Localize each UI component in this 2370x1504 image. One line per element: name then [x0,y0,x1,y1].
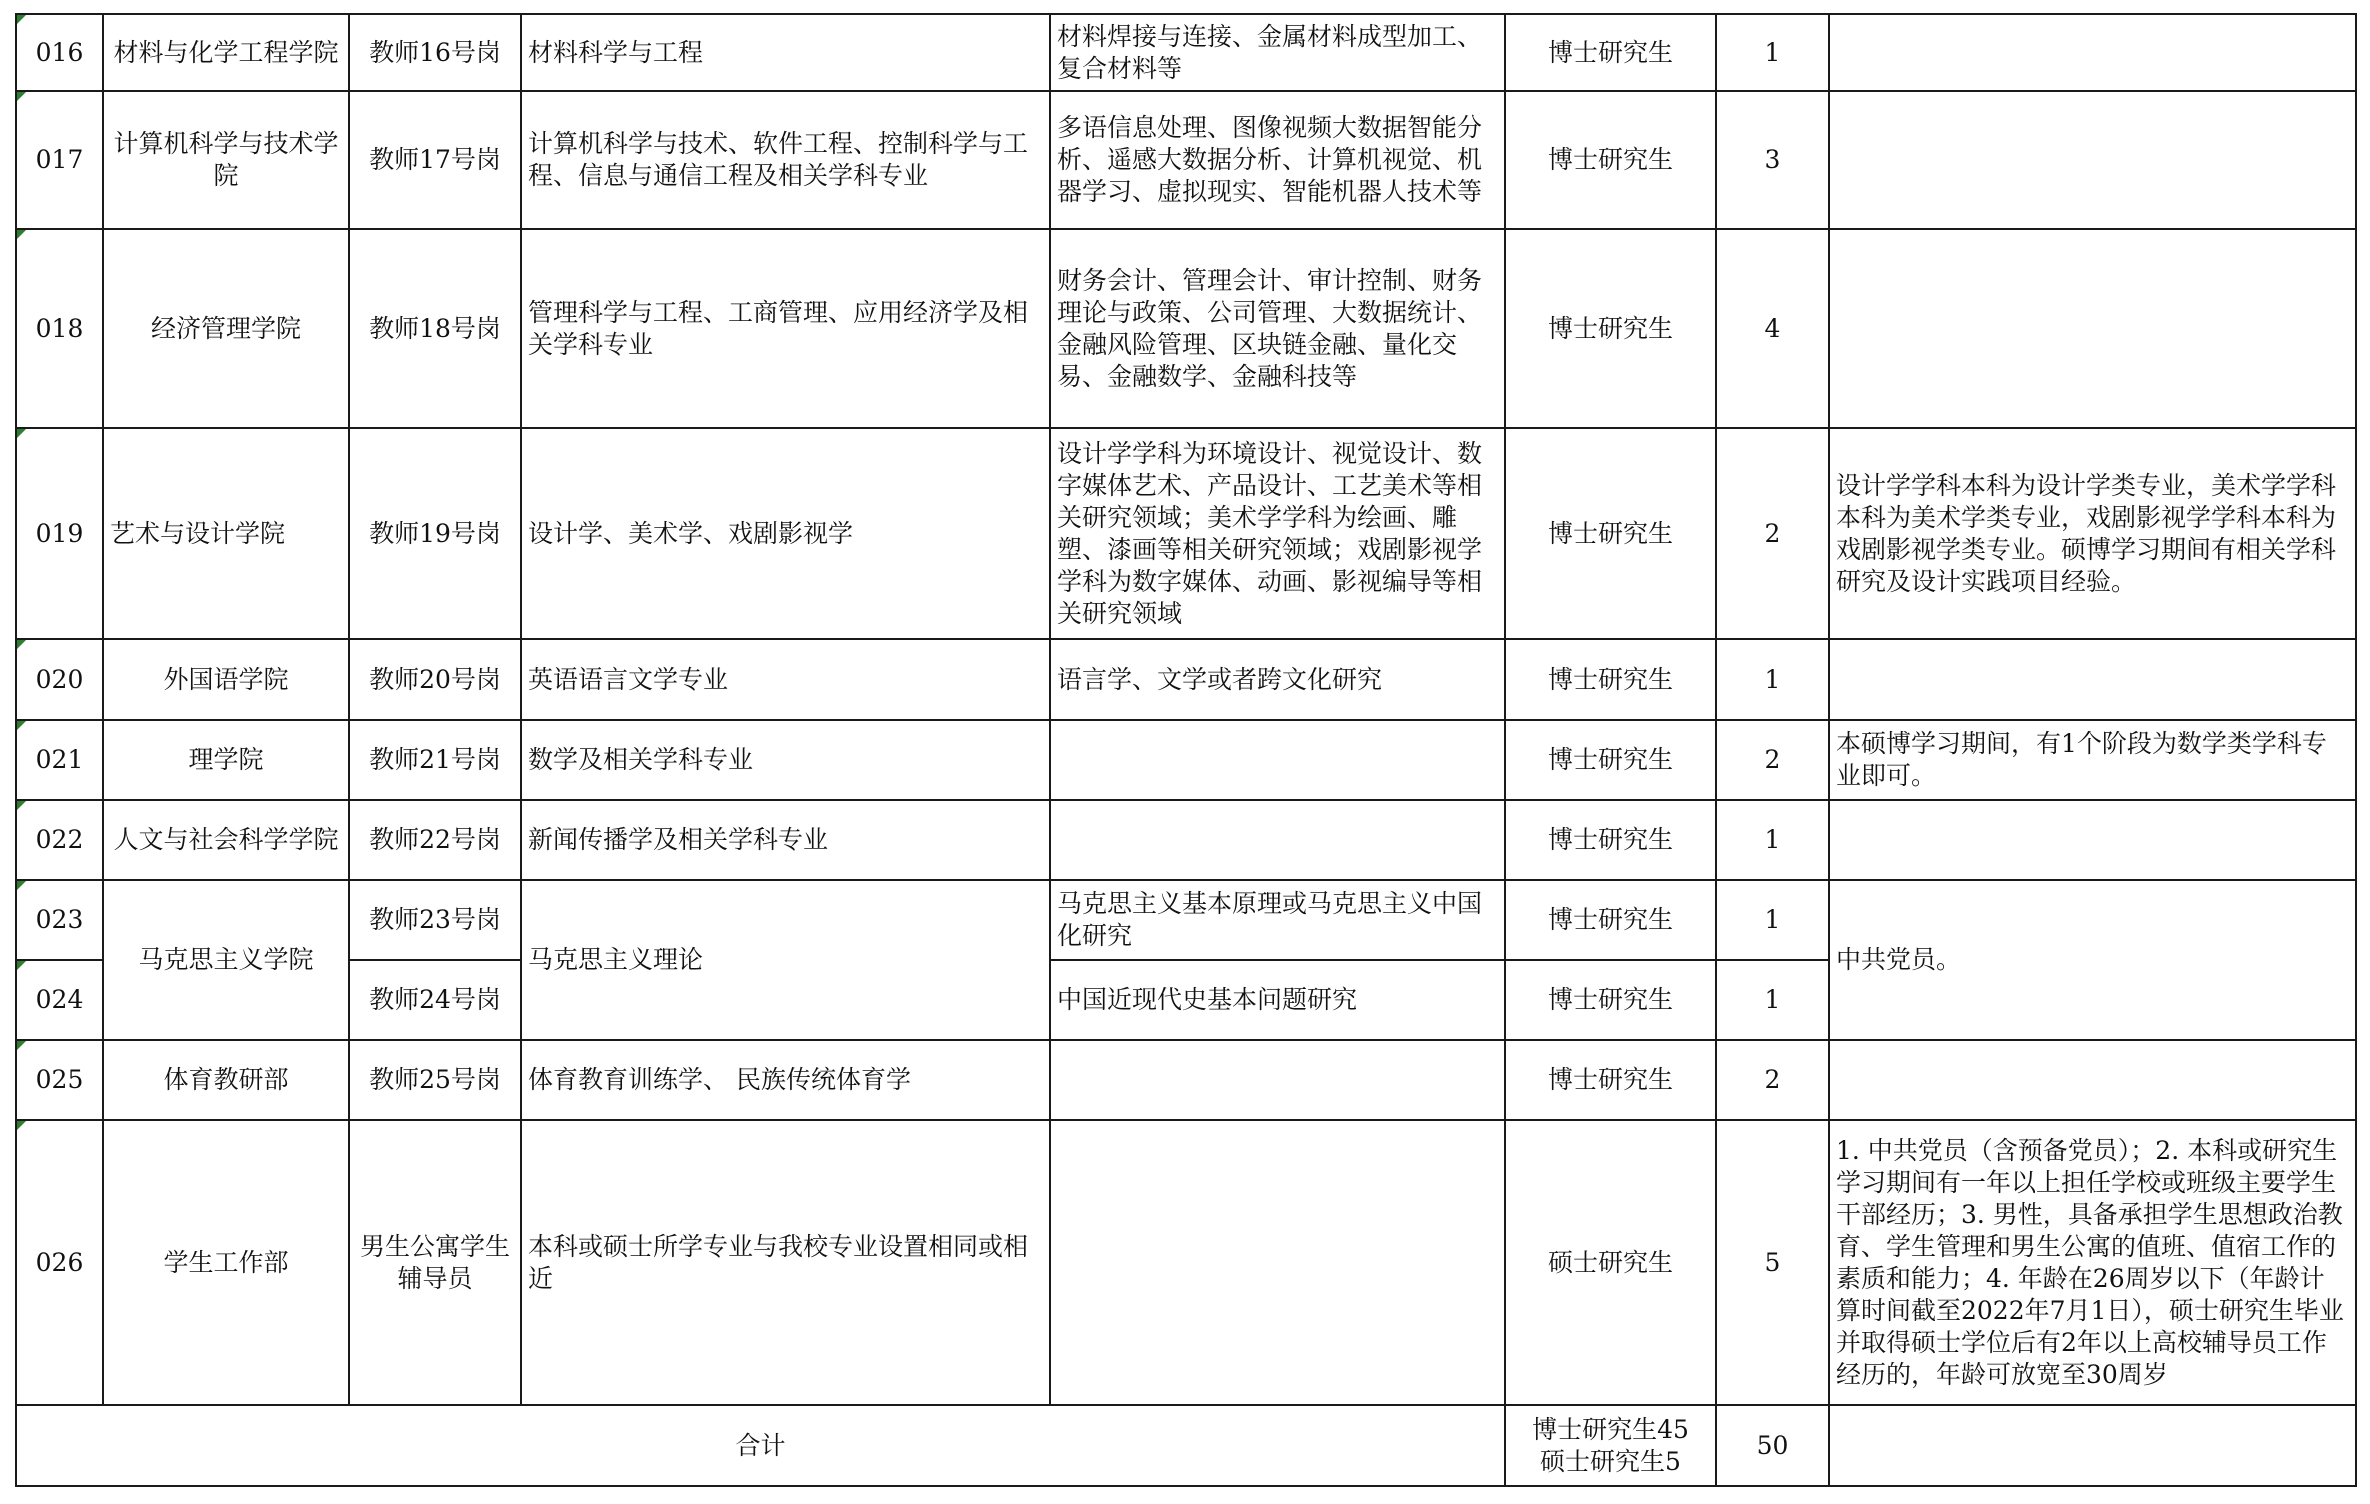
research-direction: 财务会计、管理会计、审计控制、财务理论与政策、公司管理、大数据统计、金融风险管理、区块链金融、量化交易、金融数学、金融科技等 [1050,229,1505,428]
college-name: 体育教研部 [103,1040,349,1120]
row-number: 025 [16,1040,103,1120]
major-field: 设计学、美术学、戏剧影视学 [521,428,1050,639]
degree-requirement: 博士研究生 [1505,14,1716,91]
position-count: 5 [1716,1120,1829,1405]
research-direction: 多语信息处理、图像视频大数据智能分析、遥感大数据分析、计算机视觉、机器学习、虚拟现实、智能机器人技术等 [1050,91,1505,229]
row-number: 024 [16,960,103,1040]
table-row [16,1120,2356,1405]
research-direction [1050,1120,1505,1405]
degree-requirement: 硕士研究生 [1505,1120,1716,1405]
total-degree [1505,1405,1716,1486]
college-name: 材料与化学工程学院 [103,14,349,91]
post-name: 教师25号岗 [349,1040,521,1120]
row-number: 026 [16,1120,103,1405]
table-row [16,229,2356,428]
college-name: 学生工作部 [103,1120,349,1405]
position-count: 2 [1716,428,1829,639]
college-name: 艺术与设计学院 [103,428,349,639]
table-row [16,880,2356,960]
table-row [16,91,2356,229]
research-direction: 马克思主义基本原理或马克思主义中国化研究 [1050,880,1505,960]
table-row [16,1040,2356,1120]
remark [1829,14,2356,91]
college-name: 计算机科学与技术学院 [103,91,349,229]
remark [1829,1040,2356,1120]
major-field: 材料科学与工程 [521,14,1050,91]
post-name: 教师21号岗 [349,720,521,800]
major-field: 马克思主义理论 [521,880,1050,1040]
remark: 设计学学科本科为设计学类专业，美术学学科本科为美术学类专业，戏剧影视学学科本科为戏剧影视学类专业。硕博学习期间有相关学科研究及设计实践项目经验。 [1829,428,2356,639]
table-row [16,800,2356,880]
row-number: 017 [16,91,103,229]
college-name: 理学院 [103,720,349,800]
post-name: 教师17号岗 [349,91,521,229]
post-name: 教师16号岗 [349,14,521,91]
position-count: 3 [1716,91,1829,229]
research-direction: 语言学、文学或者跨文化研究 [1050,639,1505,720]
position-count: 1 [1716,800,1829,880]
major-field: 体育教育训练学、 民族传统体育学 [521,1040,1050,1120]
degree-requirement: 博士研究生 [1505,639,1716,720]
total-label: 合计 [16,1405,1505,1486]
remark [1829,800,2356,880]
college-name: 外国语学院 [103,639,349,720]
row-number: 021 [16,720,103,800]
post-name: 教师24号岗 [349,960,521,1040]
total-count: 50 [1716,1405,1829,1486]
total-degree-master: 硕士研究生5 [1540,1446,1681,1476]
recruitment-table [15,13,2357,1487]
degree-requirement: 博士研究生 [1505,960,1716,1040]
row-number: 019 [16,428,103,639]
position-count: 4 [1716,229,1829,428]
total-degree-doctor: 博士研究生45 [1532,1414,1689,1444]
row-number: 016 [16,14,103,91]
major-field: 新闻传播学及相关学科专业 [521,800,1050,880]
post-name: 教师23号岗 [349,880,521,960]
post-name: 教师20号岗 [349,639,521,720]
research-direction [1050,720,1505,800]
position-count: 2 [1716,1040,1829,1120]
row-number: 018 [16,229,103,428]
position-count: 2 [1716,720,1829,800]
position-count: 1 [1716,880,1829,960]
major-field: 计算机科学与技术、软件工程、控制科学与工程、信息与通信工程及相关学科专业 [521,91,1050,229]
row-number: 022 [16,800,103,880]
total-remark [1829,1405,2356,1486]
position-count: 1 [1716,960,1829,1040]
remark [1829,639,2356,720]
table-row [16,428,2356,639]
degree-requirement: 博士研究生 [1505,428,1716,639]
research-direction: 中国近现代史基本问题研究 [1050,960,1505,1040]
table-row [16,14,2356,91]
table-row [16,639,2356,720]
degree-requirement: 博士研究生 [1505,880,1716,960]
remark [1829,229,2356,428]
research-direction [1050,800,1505,880]
major-field: 数学及相关学科专业 [521,720,1050,800]
remark [1829,91,2356,229]
post-name: 男生公寓学生辅导员 [349,1120,521,1405]
total-row [16,1405,2356,1486]
degree-requirement: 博士研究生 [1505,91,1716,229]
research-direction [1050,1040,1505,1120]
remark: 本硕博学习期间，有1个阶段为数学类学科专业即可。 [1829,720,2356,800]
post-name: 教师18号岗 [349,229,521,428]
degree-requirement: 博士研究生 [1505,229,1716,428]
degree-requirement: 博士研究生 [1505,1040,1716,1120]
major-field: 本科或硕士所学专业与我校专业设置相同或相近 [521,1120,1050,1405]
major-field: 管理科学与工程、工商管理、应用经济学及相关学科专业 [521,229,1050,428]
post-name: 教师19号岗 [349,428,521,639]
position-count: 1 [1716,639,1829,720]
major-field: 英语语言文学专业 [521,639,1050,720]
table-row [16,720,2356,800]
degree-requirement: 博士研究生 [1505,720,1716,800]
research-direction: 设计学学科为环境设计、视觉设计、数字媒体艺术、产品设计、工艺美术等相关研究领域；美术学学科为绘画、雕塑、漆画等相关研究领域；戏剧影视学学科为数字媒体、动画、影视编导等相关研究领域 [1050,428,1505,639]
row-number: 020 [16,639,103,720]
post-name: 教师22号岗 [349,800,521,880]
college-name: 人文与社会科学学院 [103,800,349,880]
college-name: 马克思主义学院 [103,880,349,1040]
remark: 中共党员。 [1829,880,2356,1040]
position-count: 1 [1716,14,1829,91]
remark: 1. 中共党员（含预备党员）；2. 本科或研究生学习期间有一年以上担任学校或班级主要学生干部经历；3. 男性，具备承担学生思想政治教育、学生管理和男生公寓的值班、值宿工作的素质和能力；4. 年龄在26周岁以下（年龄计算时间截至2022年7月1日），硕士研究生毕业并取得硕士学位后有2年以上高校辅导员工作经历的，年龄可放宽至30周岁 [1829,1120,2356,1405]
college-name: 经济管理学院 [103,229,349,428]
row-number: 023 [16,880,103,960]
research-direction: 材料焊接与连接、金属材料成型加工、复合材料等 [1050,14,1505,91]
degree-requirement: 博士研究生 [1505,800,1716,880]
